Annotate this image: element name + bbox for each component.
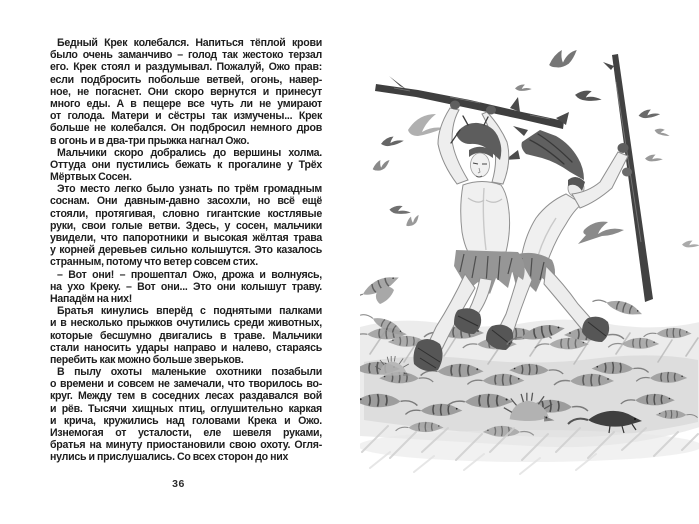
text-line: и рёв. Тысячи хищных птиц, оглушительно каркая <box>50 402 322 415</box>
text-line: Мёртвых Сосен. <box>50 171 132 184</box>
text-line: руки, свои голые ветви. Здесь, у сосен, мальчики <box>50 219 322 232</box>
text-line: о времени и совсем не замечали, что творилось во- <box>50 378 322 391</box>
text-line: Оттуда они пустились бежать к прогалине у Трёх <box>50 158 322 171</box>
text-line: стали наносить удары направо и налево, стараясь <box>50 341 322 354</box>
text-line: Изнемогая от усталости, еле шевеля руками, <box>50 427 322 439</box>
text-line: и в несколько прыжков очутились среди животных, <box>50 317 322 330</box>
mid-bird <box>578 222 624 244</box>
text-line: больше не колебался. Он подбросил немного дров <box>50 122 322 135</box>
paragraph <box>50 366 322 464</box>
paragraph <box>50 37 322 147</box>
text-line: нулись и прислушались. Со всех сторон до них <box>50 451 289 464</box>
text-line: от голода. Матери и сёстры так измучены... Крек <box>50 110 322 123</box>
text-line: ное, не погаснет. Они скоро вернутся и принесут <box>50 85 322 98</box>
text-line: увидели, что папоротники и высокая жёлтая трава <box>50 232 322 244</box>
text-line: Братья кинулись вперёд с поднятыми палками <box>57 305 322 318</box>
hunting-illustration <box>360 22 699 482</box>
text-line: было очень заманчиво – голод так жестоко терзал <box>50 49 322 62</box>
text-line: в огонь и в два-три прыжка нагнал Ожо. <box>50 134 250 147</box>
paragraph <box>50 269 322 306</box>
club-branch <box>375 76 569 129</box>
text-line: Мальчики скоро добрались до вершины холма. <box>57 146 322 159</box>
text-line: у корней деревьев сильно колышутся. Это казалось <box>50 244 322 257</box>
paragraph <box>50 305 322 366</box>
text-line: на ухо Креку. – Вот они... Это они колышут траву. <box>50 280 322 293</box>
text-column <box>50 37 322 464</box>
text-line: Нападём на них! <box>50 292 133 305</box>
text-line: Бедный Крек колебался. Напиться тёплой крови <box>57 37 322 49</box>
text-line: странным, потому что ветер совсем стих. <box>50 256 258 269</box>
text-line: которые бесшумно двигались в траве. Мальчики <box>50 329 322 342</box>
text-line: много еды. А в пещере все чуть ли не умирают <box>50 97 322 110</box>
text-line: если подбросить побольше ветвей, огонь, навер- <box>50 73 322 86</box>
text-line: круг. Между тем в соседних лесах раздавался вой <box>50 390 322 403</box>
text-line: Это место легко было узнать по трём громадным <box>57 183 322 196</box>
text-line: братья на минуту приостановили свою охоту. Огля- <box>50 439 322 452</box>
text-line: соснам. Они давным-давно засохли, но всё ещё <box>50 195 322 208</box>
text-line: перебить как можно больше зверьков. <box>50 353 244 366</box>
fern-tuft <box>408 114 444 136</box>
paragraph <box>50 147 322 184</box>
text-line: и крича, кружились над головами Крека и Ожо. <box>50 414 322 427</box>
text-line: – Вот они! – прошептал Ожо, дрожа и волнуясь, <box>57 268 322 281</box>
paragraph <box>50 183 322 268</box>
text-line: В пылу охоты маленькие охотники позабыли <box>57 366 322 379</box>
text-line: его. Крек стоял и раздумывал. Пожалуй, Ожо прав: <box>50 61 322 74</box>
page-number: 36 <box>172 478 185 490</box>
text-line: стояли, протягивая, словно гигантские костлявые <box>50 207 322 220</box>
